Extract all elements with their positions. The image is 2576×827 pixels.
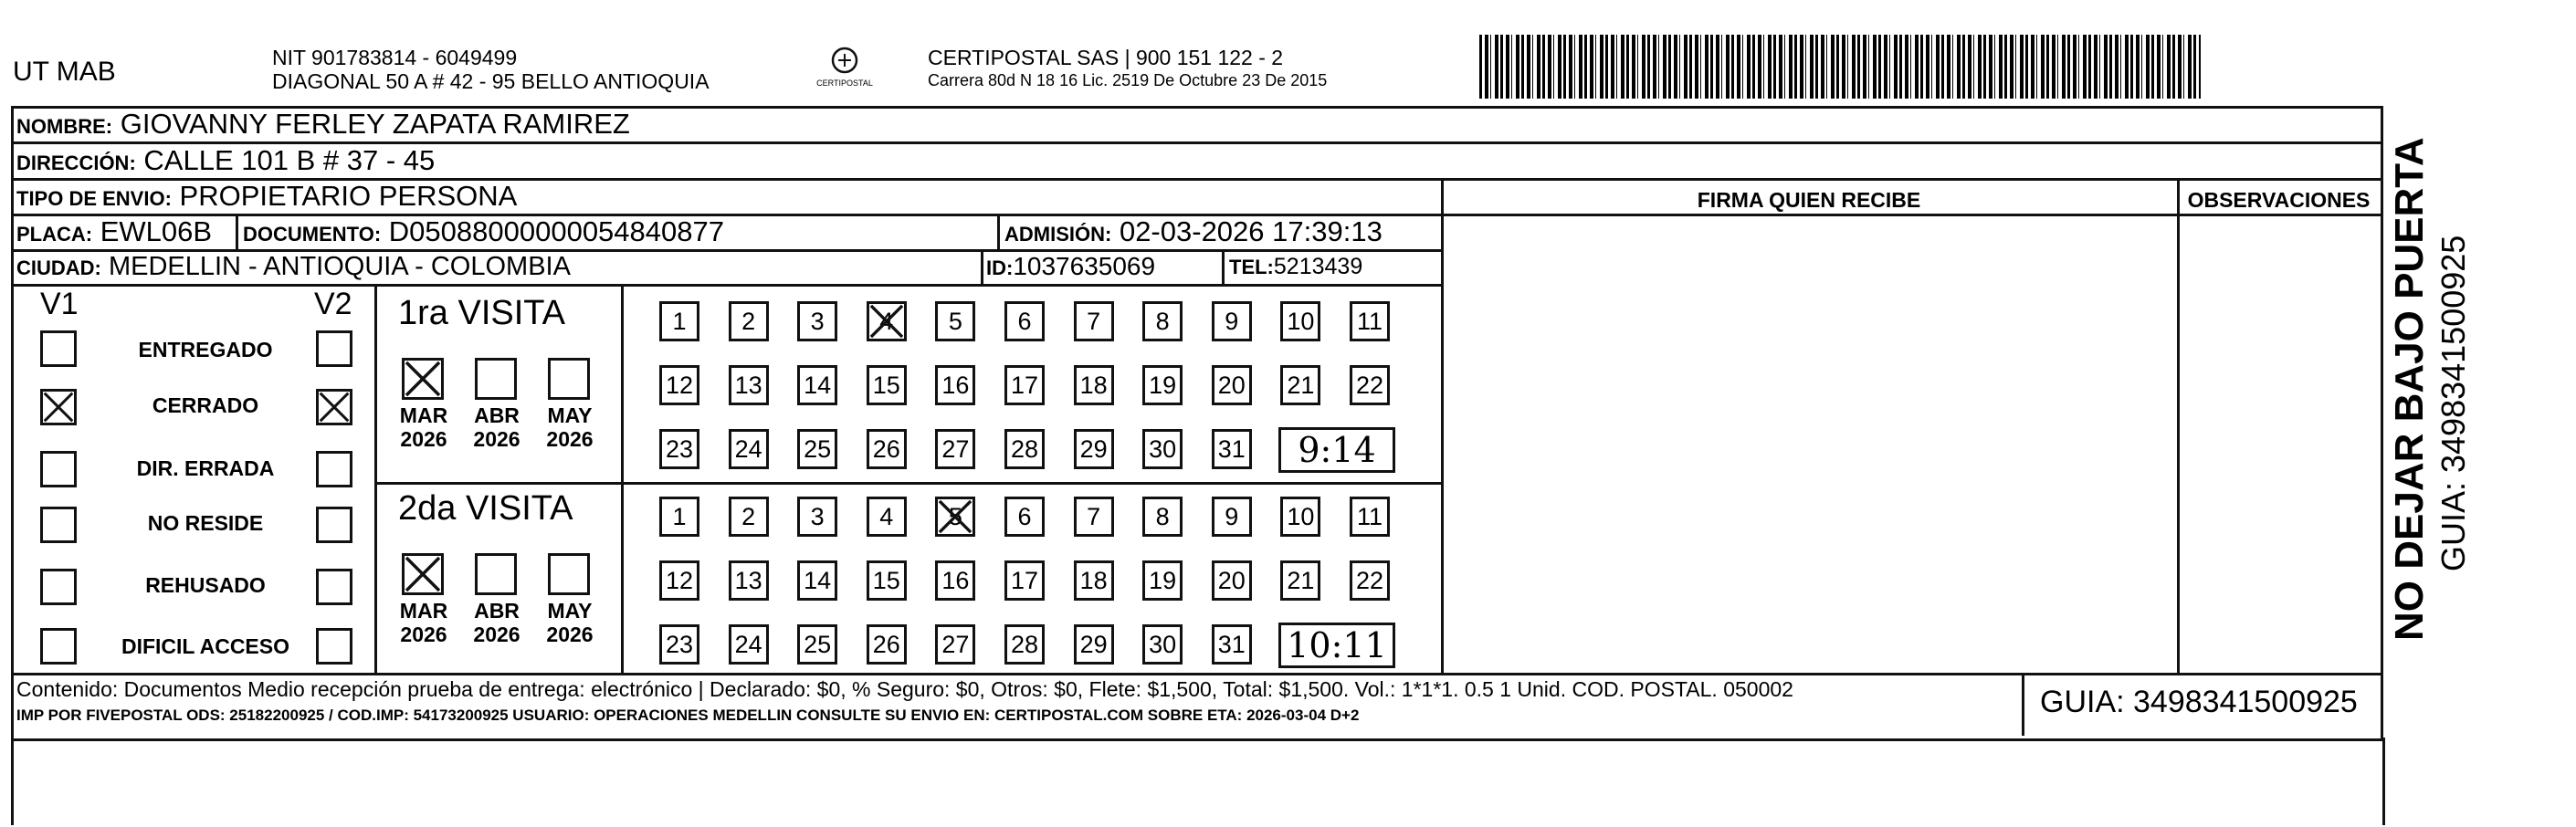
day-box[interactable]: 22 xyxy=(1350,560,1390,601)
month-checkbox[interactable] xyxy=(548,358,590,400)
observaciones-label: OBSERVACIONES xyxy=(2187,188,2371,212)
direccion-row xyxy=(16,144,435,177)
day-box[interactable]: 20 xyxy=(1212,365,1252,405)
day-box[interactable]: 31 xyxy=(1212,429,1252,469)
day-box[interactable]: 5 xyxy=(935,301,975,341)
day-box[interactable]: 17 xyxy=(1004,365,1045,405)
month-label xyxy=(387,599,460,646)
tel-value: 5213439 xyxy=(1273,254,1363,279)
day-box[interactable]: 28 xyxy=(1004,429,1045,469)
nombre-row xyxy=(16,108,630,141)
day-box[interactable]: 28 xyxy=(1004,624,1045,665)
day-box[interactable]: 20 xyxy=(1212,560,1252,601)
v1-checkbox[interactable] xyxy=(40,389,77,425)
v2-checkbox[interactable] xyxy=(316,507,352,543)
id-label: ID: xyxy=(986,256,1014,279)
tipo-row xyxy=(16,180,517,213)
ciudad-value: MEDELLIN - ANTIOQUIA - COLOMBIA xyxy=(108,252,571,281)
v1-checkbox[interactable] xyxy=(40,330,77,367)
status-label: DIR. ERRADA xyxy=(136,456,275,480)
day-box[interactable]: 16 xyxy=(935,365,975,405)
tipo-value: PROPIETARIO PERSONA xyxy=(179,180,518,212)
carrier-logo xyxy=(813,42,877,97)
day-box[interactable]: 26 xyxy=(867,624,907,665)
id-value: 1037635069 xyxy=(1013,252,1156,280)
day-box[interactable]: 9 xyxy=(1212,301,1252,341)
day-box[interactable]: 11 xyxy=(1350,301,1390,341)
tel-row xyxy=(1229,254,1362,280)
day-box[interactable]: 2 xyxy=(729,301,769,341)
day-box[interactable]: 1 xyxy=(659,497,699,537)
day-box[interactable]: 13 xyxy=(729,560,769,601)
day-box[interactable]: 27 xyxy=(935,624,975,665)
month-checkbox[interactable] xyxy=(475,358,517,400)
v2-checkbox[interactable] xyxy=(316,451,352,487)
day-box[interactable]: 19 xyxy=(1142,365,1183,405)
day-box[interactable]: 18 xyxy=(1074,365,1114,405)
nombre-label: NOMBRE: xyxy=(16,115,113,138)
x-mark-icon xyxy=(869,304,904,339)
day-box[interactable]: 12 xyxy=(659,365,699,405)
month-name: ABR xyxy=(474,599,520,623)
day-box[interactable]: 23 xyxy=(659,624,699,665)
day-box[interactable]: 14 xyxy=(797,365,837,405)
visit-time: 9:14 xyxy=(1278,427,1395,473)
status-label: ENTREGADO xyxy=(138,338,273,361)
month-label xyxy=(460,403,533,451)
documento-value: D05088000000054840877 xyxy=(388,215,724,247)
side-guia: GUIA: 3498341500925 xyxy=(2434,235,2472,571)
day-box[interactable]: 26 xyxy=(867,429,907,469)
month-checkbox[interactable] xyxy=(548,553,590,595)
sender-address: DIAGONAL 50 A # 42 - 95 BELLO ANTIOQUIA xyxy=(272,69,710,93)
tipo-label: TIPO DE ENVIO: xyxy=(16,187,172,210)
status-label: CERRADO xyxy=(152,393,259,417)
documento-row xyxy=(243,215,724,248)
v1-checkbox[interactable] xyxy=(40,628,77,665)
direccion-label: DIRECCIÓN: xyxy=(16,152,136,174)
direccion-value: CALLE 101 B # 37 - 45 xyxy=(143,144,436,176)
day-box[interactable]: 17 xyxy=(1004,560,1045,601)
carrier-line1: CERTIPOSTAL SAS | 900 151 122 - 2 xyxy=(928,46,1284,69)
x-mark-icon xyxy=(405,556,441,592)
day-box[interactable]: 29 xyxy=(1074,624,1114,665)
status-label: REHUSADO xyxy=(145,573,266,597)
footer-impresion: IMP POR FIVEPOSTAL ODS: 25182200925 / COD.IMP: 54173200925 USUARIO: OPERACIONES MEDELLIN CONSULTE SU ENVIO EN: CERTIPOSTAL.COM SOBRE ETA: 2026-03-04 D+2 xyxy=(16,707,1360,724)
month-year: 2026 xyxy=(473,623,520,646)
day-box[interactable]: 5 xyxy=(935,497,975,537)
day-box[interactable]: 16 xyxy=(935,560,975,601)
v1-checkbox[interactable] xyxy=(40,569,77,605)
ciudad-row xyxy=(16,252,571,282)
day-box[interactable]: 27 xyxy=(935,429,975,469)
x-mark-icon xyxy=(43,392,74,423)
day-box[interactable]: 31 xyxy=(1212,624,1252,665)
admision-row xyxy=(1004,215,1383,248)
day-box[interactable]: 12 xyxy=(659,560,699,601)
v2-checkbox[interactable] xyxy=(316,389,352,425)
day-box[interactable]: 23 xyxy=(659,429,699,469)
month-name: ABR xyxy=(474,403,520,427)
month-year: 2026 xyxy=(473,427,520,451)
footer-guia: GUIA: 3498341500925 xyxy=(2040,685,2358,719)
month-label xyxy=(460,599,533,646)
day-box[interactable]: 25 xyxy=(797,624,837,665)
no-dejar-bajo-puerta: NO DEJAR BAJO PUERTA xyxy=(2387,137,2432,641)
day-box[interactable]: 10 xyxy=(1280,301,1320,341)
id-row xyxy=(986,252,1155,281)
day-box[interactable]: 2 xyxy=(729,497,769,537)
month-year: 2026 xyxy=(546,427,594,451)
month-checkbox[interactable] xyxy=(402,553,444,595)
v2-checkbox[interactable] xyxy=(316,628,352,665)
month-name: MAY xyxy=(547,599,593,623)
visit-time: 10:11 xyxy=(1278,623,1395,668)
day-box[interactable]: 9 xyxy=(1212,497,1252,537)
day-box[interactable]: 7 xyxy=(1074,497,1114,537)
month-name: MAR xyxy=(399,403,448,427)
day-box[interactable]: 10 xyxy=(1280,497,1320,537)
day-box[interactable]: 15 xyxy=(867,365,907,405)
nit: NIT 901783814 - 6049499 xyxy=(272,46,518,69)
month-label xyxy=(533,599,606,646)
month-name: MAY xyxy=(547,403,593,427)
nombre-value: GIOVANNY FERLEY ZAPATA RAMIREZ xyxy=(120,108,630,140)
barcode xyxy=(1479,35,2201,99)
company-name: UT MAB xyxy=(13,57,116,87)
day-box[interactable]: 4 xyxy=(867,301,907,341)
carrier-line2: Carrera 80d N 18 16 Lic. 2519 De Octubre 23 De 2015 xyxy=(928,71,1328,89)
day-box[interactable]: 3 xyxy=(797,301,837,341)
day-box[interactable]: 3 xyxy=(797,497,837,537)
month-name: MAR xyxy=(399,599,448,623)
day-box[interactable]: 11 xyxy=(1350,497,1390,537)
month-checkbox[interactable] xyxy=(402,358,444,400)
day-box[interactable]: 21 xyxy=(1280,365,1320,405)
tel-label: TEL: xyxy=(1229,256,1274,278)
v1-label: V1 xyxy=(40,287,79,321)
v2-checkbox[interactable] xyxy=(316,330,352,367)
status-label: NO RESIDE xyxy=(147,511,264,535)
day-box[interactable]: 22 xyxy=(1350,365,1390,405)
month-year: 2026 xyxy=(546,623,594,646)
lower-margin xyxy=(11,738,2385,825)
day-box[interactable]: 25 xyxy=(797,429,837,469)
day-box[interactable]: 6 xyxy=(1004,301,1045,341)
visit-title: 2da VISITA xyxy=(398,489,573,528)
day-box[interactable]: 30 xyxy=(1142,624,1183,665)
x-mark-icon xyxy=(319,392,350,423)
day-box[interactable]: 24 xyxy=(729,429,769,469)
placa-label: PLACA: xyxy=(16,223,93,246)
day-box[interactable]: 21 xyxy=(1280,560,1320,601)
v1-checkbox[interactable] xyxy=(40,507,77,543)
day-box[interactable]: 15 xyxy=(867,560,907,601)
admision-label: ADMISIÓN: xyxy=(1004,223,1112,246)
day-box[interactable]: 19 xyxy=(1142,560,1183,601)
footer-contenido: Contenido: Documentos Medio recepción prueba de entrega: electrónico | Declarado: $0, % Seguro: $0, Otros: $0, Flete: $1,500, Total: $1,500. Vol.: 1*1*1. 0.5 1 Unid. COD. POSTAL. 050002 xyxy=(16,677,1793,701)
month-year: 2026 xyxy=(400,623,447,646)
month-label xyxy=(387,403,460,451)
day-box[interactable]: 30 xyxy=(1142,429,1183,469)
placa-value: EWL06B xyxy=(100,215,213,247)
day-box[interactable]: 6 xyxy=(1004,497,1045,537)
day-box[interactable]: 29 xyxy=(1074,429,1114,469)
visit-title: 1ra VISITA xyxy=(398,294,566,332)
day-box[interactable]: 8 xyxy=(1142,497,1183,537)
day-box[interactable]: 13 xyxy=(729,365,769,405)
day-box[interactable]: 4 xyxy=(867,497,907,537)
day-box[interactable]: 7 xyxy=(1074,301,1114,341)
v2-checkbox[interactable] xyxy=(316,569,352,605)
admision-value: 02-03-2026 17:39:13 xyxy=(1119,215,1383,247)
placa-row xyxy=(16,215,212,248)
month-year: 2026 xyxy=(400,427,447,451)
day-box[interactable]: 18 xyxy=(1074,560,1114,601)
v1-checkbox[interactable] xyxy=(40,451,77,487)
x-mark-icon xyxy=(405,361,441,397)
logo-wordmark: CERTIPOSTAL xyxy=(816,79,873,88)
firma-label: FIRMA QUIEN RECIBE xyxy=(1697,188,1921,212)
x-mark-icon xyxy=(938,499,973,534)
day-box[interactable]: 24 xyxy=(729,624,769,665)
day-box[interactable]: 8 xyxy=(1142,301,1183,341)
ciudad-label: CIUDAD: xyxy=(16,256,101,279)
documento-label: DOCUMENTO: xyxy=(243,223,382,246)
day-box[interactable]: 14 xyxy=(797,560,837,601)
month-label xyxy=(533,403,606,451)
month-checkbox[interactable] xyxy=(475,553,517,595)
status-label: DIFICIL ACCESO xyxy=(121,634,289,658)
day-box[interactable]: 1 xyxy=(659,301,699,341)
v2-label: V2 xyxy=(314,287,352,321)
